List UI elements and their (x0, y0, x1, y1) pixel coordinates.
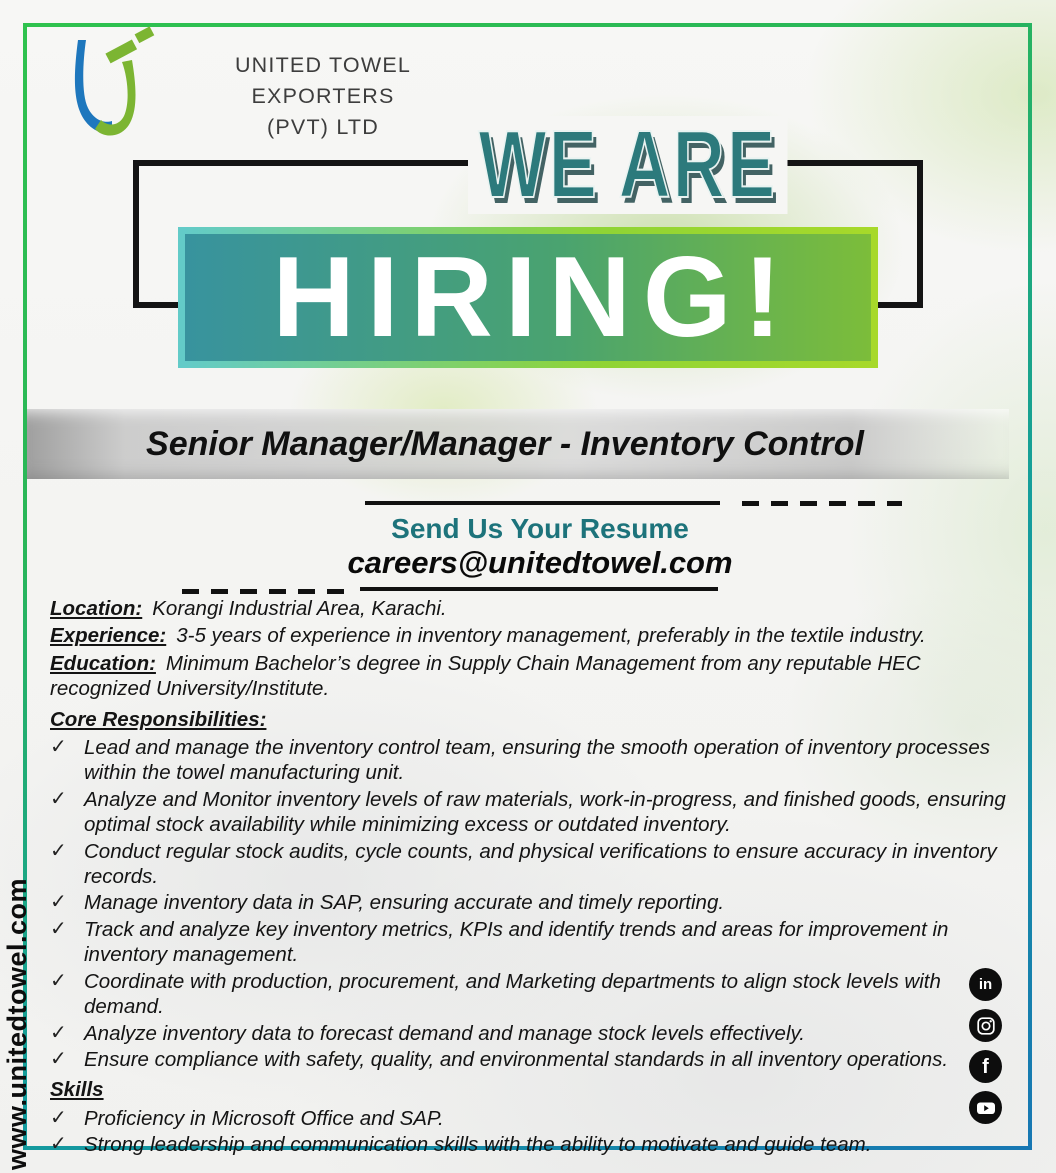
responsibility-item (50, 1021, 1012, 1046)
careers-email[interactable]: careers@unitedtowel.com (347, 545, 733, 580)
logo-green-stroke (95, 60, 136, 136)
checkmark-icon: ✓ (50, 736, 67, 759)
skill-item (50, 1106, 1012, 1131)
website-url-vertical[interactable]: www.unitedtowel.com (2, 877, 32, 1170)
checkmark-icon: ✓ (50, 917, 67, 940)
logo-green-dash-small (135, 26, 155, 43)
checkmark-icon: ✓ (50, 1047, 67, 1070)
responsibility-text: Lead and manage the inventory control team, ensuring the smooth operation of inventory processes within the towel manufacturing unit. (84, 736, 990, 785)
detail-text: Korangi Industrial Area, Karachi. (152, 597, 447, 620)
job-description (50, 596, 1012, 1159)
skills-heading: Skills (50, 1078, 104, 1102)
checkmark-icon: ✓ (50, 787, 67, 810)
skill-text: Strong leadership and communication skills with the ability to motivate and guide team. (84, 1133, 872, 1157)
detail-text: Minimum Bachelor’s degree in Supply Chain Management from any reputable HEC recognized University/Institute. (50, 651, 921, 701)
resume-cta-text: Send Us Your Resume (391, 513, 689, 544)
responsibility-item (50, 917, 1012, 968)
youtube-icon[interactable] (969, 1091, 1002, 1124)
responsibility-text: Coordinate with production, procurement, and Marketing departments to align stock levels with demand. (84, 969, 941, 1019)
checkmark-icon: ✓ (50, 969, 67, 992)
instagram-glyph (977, 1017, 995, 1035)
detail-line (50, 623, 1012, 648)
instagram-icon[interactable] (969, 1009, 1002, 1042)
detail-line (50, 596, 1012, 621)
responsibilities-heading: Core Responsibilities: (50, 707, 267, 731)
company-logo (48, 26, 166, 157)
job-title-bar (27, 409, 1009, 479)
we-are-text: WE ARE (468, 116, 788, 214)
divider-top-dashes (742, 501, 902, 506)
company-name-line2: (PVT) LTD (267, 115, 379, 140)
responsibility-text: Track and analyze key inventory metrics, KPIs and identify trends and areas for improvement in inventory management. (84, 917, 949, 967)
responsibility-item (50, 787, 1012, 838)
divider-bottom-solid (360, 587, 718, 591)
youtube-glyph (976, 1100, 996, 1116)
responsibility-text: Analyze and Monitor inventory levels of raw materials, work-in-progress, and finished goods, ensuring optimal stock availability while minimizing excess or outdated inventory. (84, 787, 1006, 837)
checkmark-icon: ✓ (50, 1133, 67, 1156)
skill-item (50, 1132, 1012, 1157)
linkedin-glyph: in (978, 976, 993, 993)
job-details (50, 596, 1012, 702)
responsibility-text: Manage inventory data in SAP, ensuring accurate and timely reporting. (84, 891, 725, 915)
detail-text: 3-5 years of experience in inventory management, preferably in the textile industry. (176, 624, 926, 648)
detail-line (50, 651, 1012, 702)
logo-green-dash-large (105, 40, 137, 64)
company-name (168, 50, 478, 144)
checkmark-icon: ✓ (50, 1021, 67, 1044)
checkmark-icon: ✓ (50, 839, 67, 862)
responsibility-item (50, 735, 1012, 786)
facebook-icon[interactable] (969, 1050, 1002, 1083)
responsibility-item (50, 969, 1012, 1020)
linkedin-icon[interactable] (969, 968, 1002, 1001)
skills-list (50, 1106, 1012, 1158)
facebook-glyph: f (982, 1055, 989, 1078)
company-name-line1: UNITED TOWEL EXPORTERS (234, 53, 412, 109)
skill-text: Proficiency in Microsoft Office and SAP. (84, 1106, 444, 1130)
hiring-banner (178, 227, 878, 368)
responsibility-text: Ensure compliance with safety, quality, and environmental standards in all inventory operations. (84, 1047, 949, 1071)
detail-label: Experience: (50, 624, 167, 648)
checkmark-icon: ✓ (50, 1106, 67, 1129)
divider-top-solid (365, 501, 720, 505)
divider-bottom-dashes (182, 589, 352, 594)
job-title: Senior Manager/Manager - Inventory Control (146, 424, 864, 463)
responsibility-item (50, 890, 1012, 915)
responsibility-text: Analyze inventory data to forecast demand and manage stock levels effectively. (84, 1021, 805, 1045)
hiring-text: HIRING! (272, 233, 794, 361)
logo-u-mark (75, 26, 154, 135)
responsibility-item (50, 839, 1012, 890)
detail-label: Education: (50, 651, 156, 675)
detail-label: Location: (50, 597, 143, 620)
social-icons (969, 968, 1003, 1124)
checkmark-icon: ✓ (50, 891, 67, 914)
responsibility-item (50, 1047, 1012, 1072)
responsibility-text: Conduct regular stock audits, cycle counts, and physical verifications to ensure accuracy in inventory records. (84, 839, 997, 889)
responsibilities-list (50, 735, 1012, 1072)
